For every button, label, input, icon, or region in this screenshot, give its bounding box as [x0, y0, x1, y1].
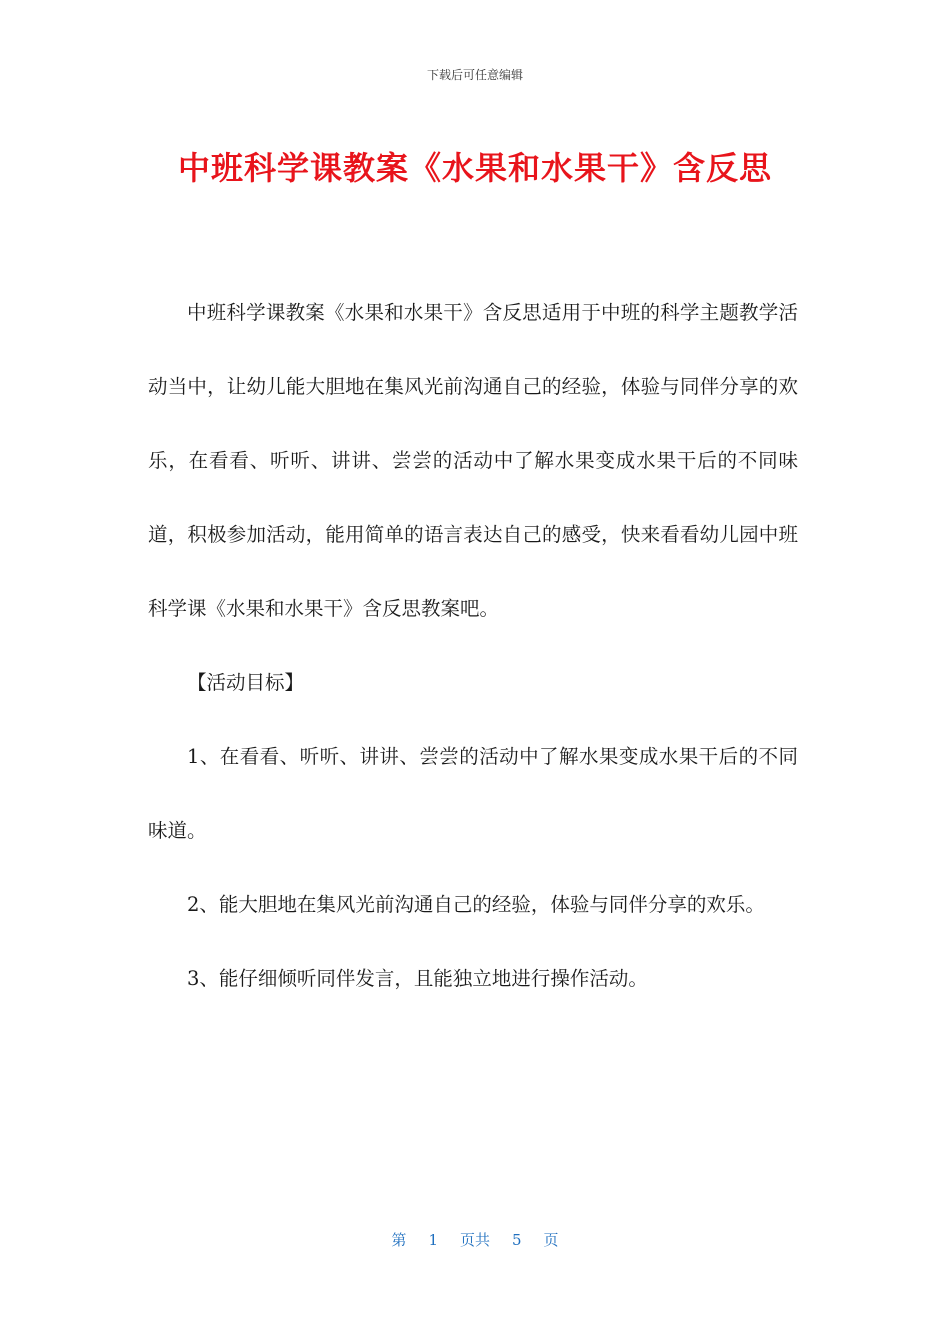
total-pages-number: 5 — [512, 1231, 522, 1249]
goal-item-2: 2、能大胆地在集风光前沟通自己的经验，体验与同伴分享的欢乐。 — [187, 893, 765, 916]
page-label-suffix: 页 — [543, 1231, 559, 1249]
document-title: 中班科学课教案《水果和水果干》含反思 — [177, 149, 772, 187]
goal-item-1: 1、在看看、听听、讲讲、尝尝的活动中了解水果变成水果干后的不同味道。 — [148, 745, 798, 842]
section-heading-activity-goals: 【活动目标】 — [187, 671, 305, 694]
goal-item-3: 3、能仔细倾听同伴发言，且能独立地进行操作活动。 — [187, 967, 648, 990]
current-page-number: 1 — [428, 1231, 438, 1249]
page-label-middle: 页共 — [459, 1231, 490, 1249]
header-note: 下载后可任意编辑 — [426, 68, 523, 82]
page-footer — [0, 1229, 950, 1250]
page-label-prefix: 第 — [391, 1231, 407, 1249]
intro-paragraph: 中班科学课教案《水果和水果干》含反思适用于中班的科学主题教学活动当中，让幼儿能大胆地在集风光前沟通自己的经验，体验与同伴分享的欢乐，在看看、听听、讲讲、尝尝的活动中了解水果变成水果干后的不同味道，积极参加活动，能用简单的语言表达自己的感受，快来看看幼儿园中班科学课《水果和水果干》含反思教案吧。 — [148, 301, 798, 620]
document-body — [148, 276, 798, 1016]
